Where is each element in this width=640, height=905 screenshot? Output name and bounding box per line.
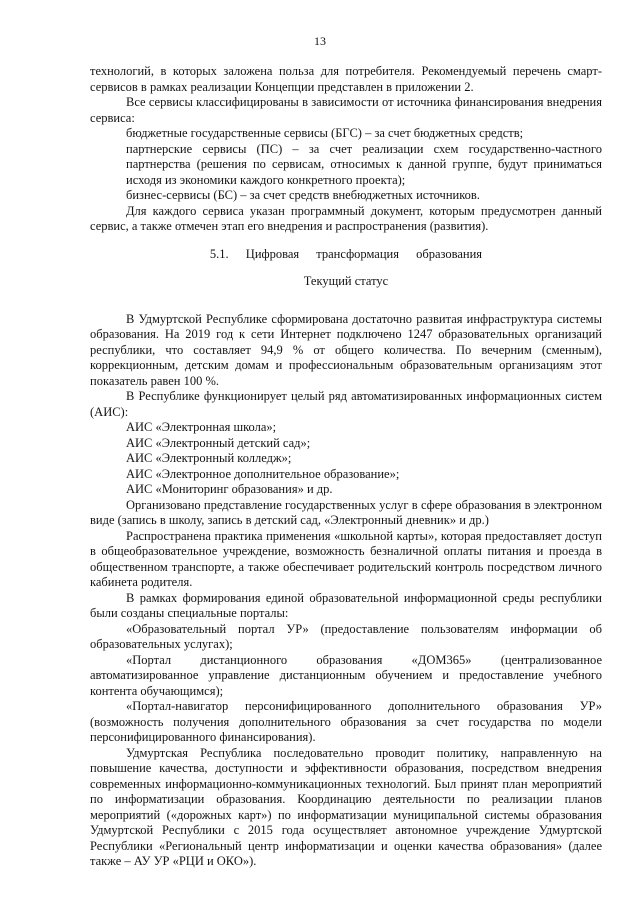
body-paragraph: В Удмуртской Республике сформирована достаточно развитая инфраструктура системы образования. На 2019 год к сети Интернет подключено 1247 образовательных организаций республики, что составляет 94,9 % от общего количества. По вечерним (сменным), коррекционным, детским домам и профессиональным образовательным организациям этот показатель равен 100 %.: [90, 311, 602, 388]
classification-paragraph: Все сервисы классифицированы в зависимости от источника финансирования внедрения сервиса:: [90, 95, 602, 125]
body-paragraph: Организовано представление государственных услуг в сфере образования в электронном виде (запись в школу, запись в детский сад, «Электронный дневник» и др.): [90, 497, 602, 527]
ais-list-item: АИС «Мониторинг образования» и др.: [126, 482, 333, 496]
ais-list-item: АИС «Электронный детский сад»;: [126, 435, 311, 450]
page-content: [90, 64, 602, 870]
portal-list-item: «Портал-навигатор персонифицированного дополнительного образования УР» (возможность получения дополнительного образования за счет государства по модели персонифицированного финансирования).: [90, 699, 602, 744]
service-type-item: бизнес-сервисы (БС) – за счет средств внебюджетных источников.: [126, 188, 480, 202]
ais-list-item: АИС «Электронное дополнительное образование»;: [126, 466, 400, 481]
portal-list-item: «Портал дистанционного образования «ДОМ365» (централизованное автоматизированное управление дистанционным обучением и предоставление учебного контента обучающимся);: [90, 652, 602, 698]
service-type-item: партнерские сервисы (ПС) – за счет реализации схем государственно-частного партнерства (решения по сервисам, относимых к данной группе, будут приниматься исходя из экономики каждого конкретного проекта);: [126, 141, 602, 187]
ais-list-item: АИС «Электронная школа»;: [126, 420, 277, 434]
section-heading: [90, 247, 602, 263]
page-number: 13: [314, 34, 326, 48]
body-paragraph: Удмуртская Республика последовательно проводит политику, направленную на повышение качества, доступности и эффективности образования, посредством внедрения современных информационно-коммуникационных технологий. Был принят план мероприятий по информатизации образования. Координацию деятельности по реализации планов мероприятий («дорожных карт») по информатизации муниципальной системы образования Удмуртской Республики с 2015 года осуществляет автономное учреждение Удмуртской Республики «Региональный центр информатизации и оценки качества образования» (далее также – АУ УР «РЦИ и ОКО»).: [90, 745, 602, 868]
intro-paragraph: технологий, в которых заложена польза для потребителя. Рекомендуемый перечень смарт-сервисов в рамках реализации Концепции представлен в приложении 2.: [90, 64, 602, 94]
section-subtitle: Текущий статус: [303, 274, 389, 288]
program-document-paragraph: Для каждого сервиса указан программный документ, которым предусмотрен данный сервис, а также отмечен этап его внедрения и распространения (развития).: [90, 203, 602, 233]
body-paragraph: В рамках формирования единой образовательной информационной среды республики были созданы специальные порталы:: [90, 590, 602, 620]
ais-list-item: АИС «Электронный колледж»;: [126, 451, 292, 465]
body-paragraph: В Республике функционирует целый ряд автоматизированных информационных систем (АИС):: [90, 389, 602, 419]
portal-list-item: «Образовательный портал УР» (предоставление пользователям информации об образовательных услугах);: [90, 621, 602, 651]
service-type-item: бюджетные государственные сервисы (БГС) – за счет бюджетных средств;: [126, 126, 524, 140]
body-paragraph: Распространена практика применения «школьной карты», которая предоставляет доступ в общеобразовательное учреждение, возможность безналичной оплаты питания и проезда в общественном транспорте, а также обеспечивает родительский контроль посредством личного кабинета родителя.: [90, 528, 602, 589]
section-title: Цифровая трансформация образования: [245, 246, 483, 261]
section-number: 5.1.: [209, 246, 229, 261]
